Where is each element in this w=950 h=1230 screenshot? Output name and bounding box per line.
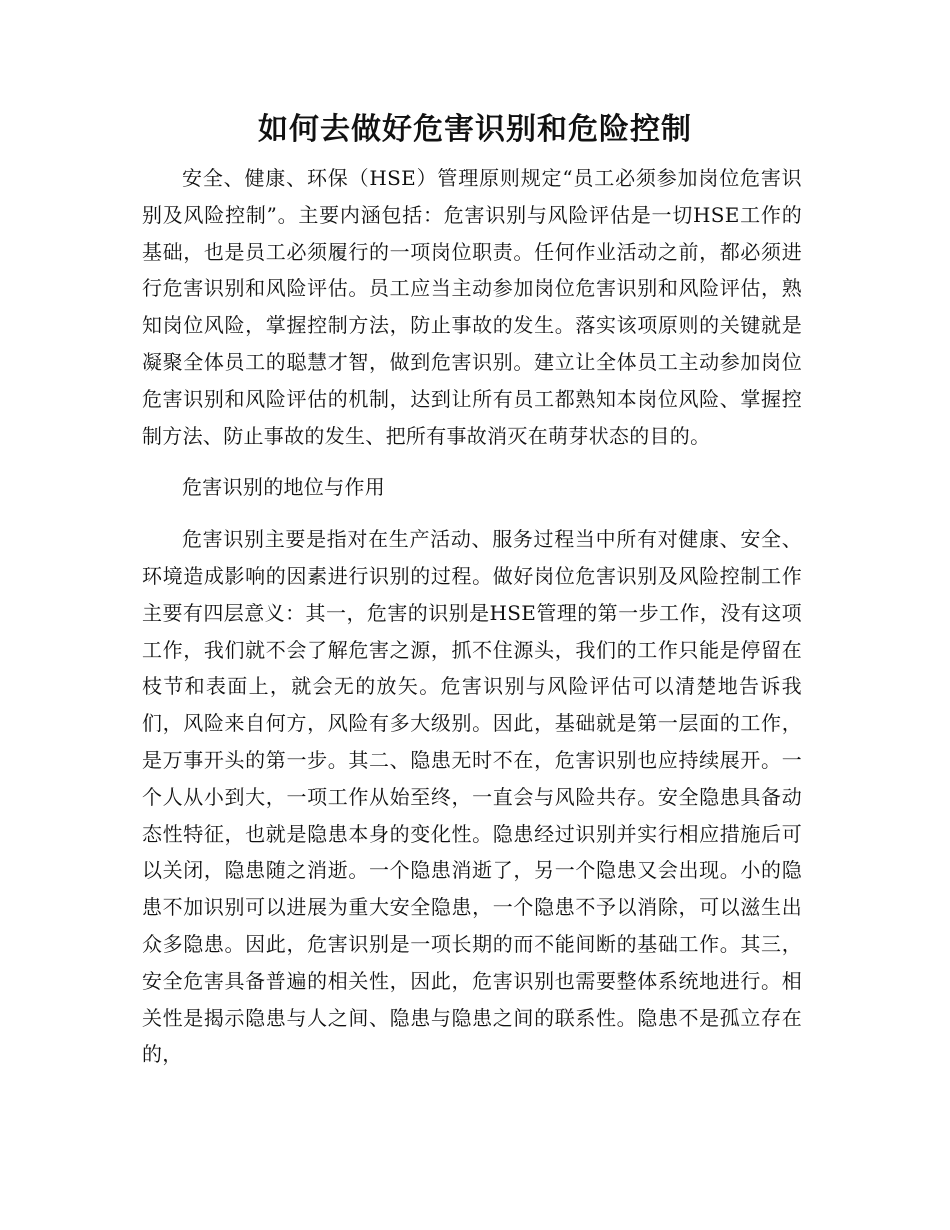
paragraph-hazard-identification: 危害识别主要是指对在生产活动、服务过程当中所有对健康、安全、环境造成影响的因素进行识别的过程。做好岗位危害识别及风险控制工作主要有四层意义：其一，危害的识别是HSE管理的第一步工作，没有这项工作，我们就不会了解危害之源，抓不住源头，我们的工作只能是停留在枝节和表面上，就会无的放矢。危害识别与风险评估可以清楚地告诉我们，风险来自何方，风险有多大级别。因此，基础就是第一层面的工作，是万事开头的第一步。其二、隐患无时不在，危害识别也应持续展开。一个人从小到大，一项工作从始至终，一直会与风险共存。安全隐患具备动态性特征，也就是隐患本身的变化性。隐患经过识别并实行相应措施后可以关闭，隐患随之消逝。一个隐患消逝了，另一个隐患又会出现。小的隐患不加识别可以进展为重大安全隐患，一个隐患不予以消除，可以滋生出众多隐患。因此，危害识别是一项长期的而不能间断的基础工作。其三，安全危害具备普遍的相关性，因此，危害识别也需要整体系统地进行。相关性是揭示隐患与人之间、隐患与隐患之间的联系性。隐患不是孤立存在的， xyxy=(142,527,802,1067)
document-title: 如何去做好危害识别和危险控制 xyxy=(258,112,692,147)
paragraph-hse-principle: 安全、健康、环保（HSE）管理原则规定“员工必须参加岗位危害识别及风险控制”。主要内涵包括：危害识别与风险评估是一切HSE工作的基础，也是员工必须履行的一项岗位职责。任何作业活动之前，都必须进行危害识别和风险评估。员工应当主动参加岗位危害识别和风险评估，熟知岗位风险，掌握控制方法，防止事故的发生。落实该项原则的关键就是凝聚全体员工的聪慧才智，做到危害识别。建立让全体员工主动参加岗位危害识别和风险评估的机制，达到让所有员工都熟知本岗位风险、掌握控制方法、防止事故的发生、把所有事故消灭在萌芽状态的目的。 xyxy=(142,166,802,448)
document-body xyxy=(142,160,802,1073)
section-heading: 危害识别的地位与作用 xyxy=(182,475,385,500)
